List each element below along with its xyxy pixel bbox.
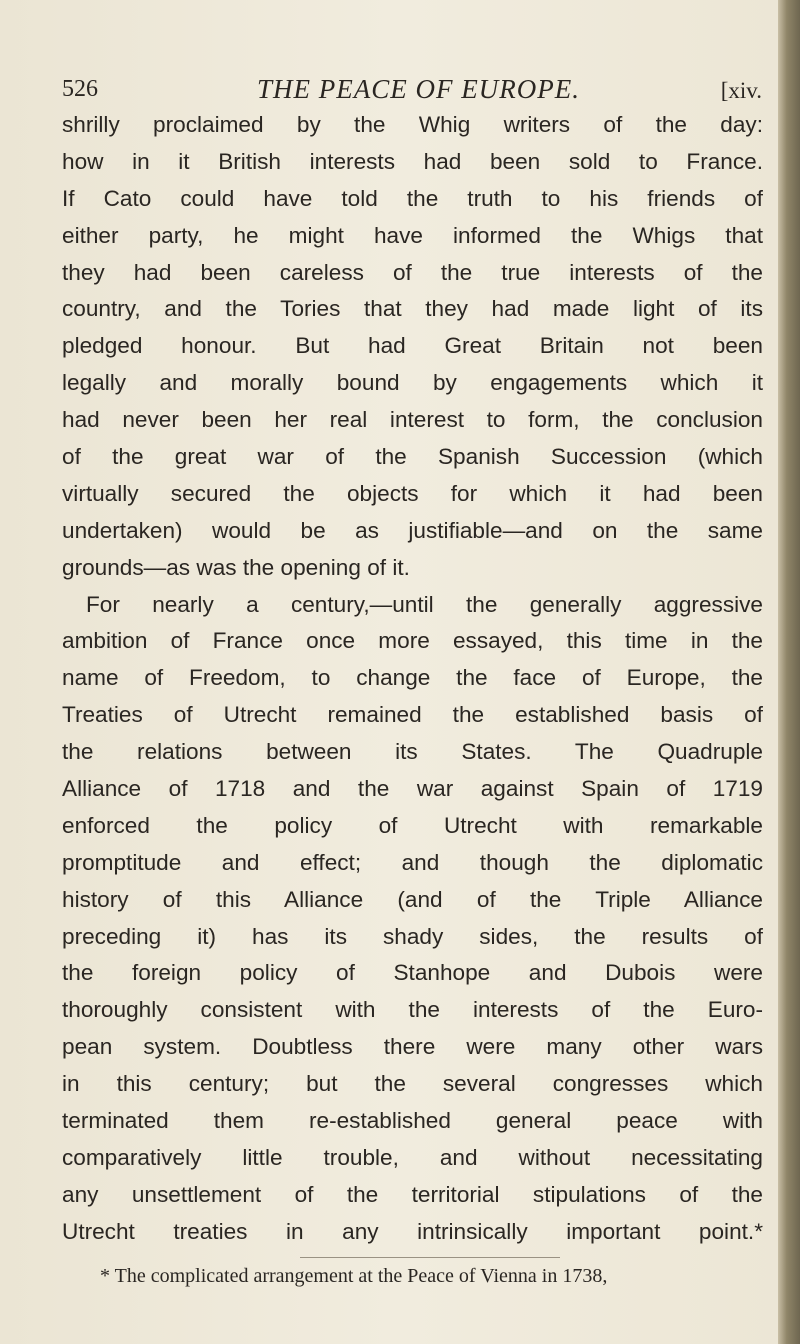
page-number: 526 [62, 76, 98, 102]
text-line: shrilly proclaimed by the Whig writers of the day: [62, 112, 763, 137]
page-edge-shadow [778, 0, 800, 1344]
text-line: pean system. Doubtless there were many other wars [62, 1034, 763, 1060]
text-line: they had been careless of the true interests of the [62, 259, 763, 285]
page-header [62, 72, 762, 112]
text-line: For nearly a century,—until the generally aggressive [86, 591, 763, 617]
text-line: name of Freedom, to change the face of Europe, the [62, 665, 763, 691]
text-line: virtually secured the objects for which it had been [62, 480, 763, 506]
text-line: pledged honour. But had Great Britain not been [62, 333, 763, 359]
text-line: preceding it) has its shady sides, the results of [62, 923, 763, 949]
text-line: of the great war of the Spanish Succession (which [62, 444, 763, 470]
text-line: country, and the Tories that they had made light of its [62, 296, 763, 322]
text-line: undertaken) would be as justifiable—and on the same [62, 517, 763, 543]
text-line: Utrecht treaties in any intrinsically important point.* [62, 1218, 763, 1244]
text-line: thoroughly consistent with the interests of the Euro- [62, 997, 763, 1023]
text-line: the relations between its States. The Quadruple [62, 739, 763, 765]
text-line: any unsettlement of the territorial stipulations of the [62, 1181, 763, 1207]
text-line: history of this Alliance (and of the Triple Alliance [62, 886, 763, 912]
text-line: grounds—as was the opening of it. [62, 554, 410, 580]
text-line: If Cato could have told the truth to his friends of [62, 185, 763, 211]
text-line: Treaties of Utrecht remained the established basis of [62, 702, 763, 728]
text-line: enforced the policy of Utrecht with remarkable [62, 812, 763, 838]
section-mark: [xiv. [720, 78, 762, 103]
text-line: ambition of France once more essayed, this time in the [62, 628, 763, 654]
text-line: legally and morally bound by engagements which it [62, 370, 763, 396]
text-line: terminated them re-established general peace with [62, 1108, 763, 1134]
text-line: the foreign policy of Stanhope and Dubois were [62, 960, 763, 986]
text-line: had never been her real interest to form, the conclusion [62, 407, 763, 433]
text-line: promptitude and effect; and though the diplomatic [62, 849, 763, 875]
footnote: * The complicated arrangement at the Peace of Vienna in 1738, [100, 1265, 608, 1287]
text-line: either party, he might have informed the Whigs that [62, 222, 763, 248]
text-line: in this century; but the several congresses which [62, 1071, 763, 1097]
text-line: Alliance of 1718 and the war against Spain of 1719 [62, 776, 763, 802]
text-line: how in it British interests had been sold to France. [62, 148, 763, 174]
footnote-rule [300, 1257, 560, 1258]
running-title: THE PEACE OF EUROPE. [257, 74, 580, 104]
text-line: comparatively little trouble, and without necessitating [62, 1144, 763, 1170]
body-text [62, 107, 763, 1251]
